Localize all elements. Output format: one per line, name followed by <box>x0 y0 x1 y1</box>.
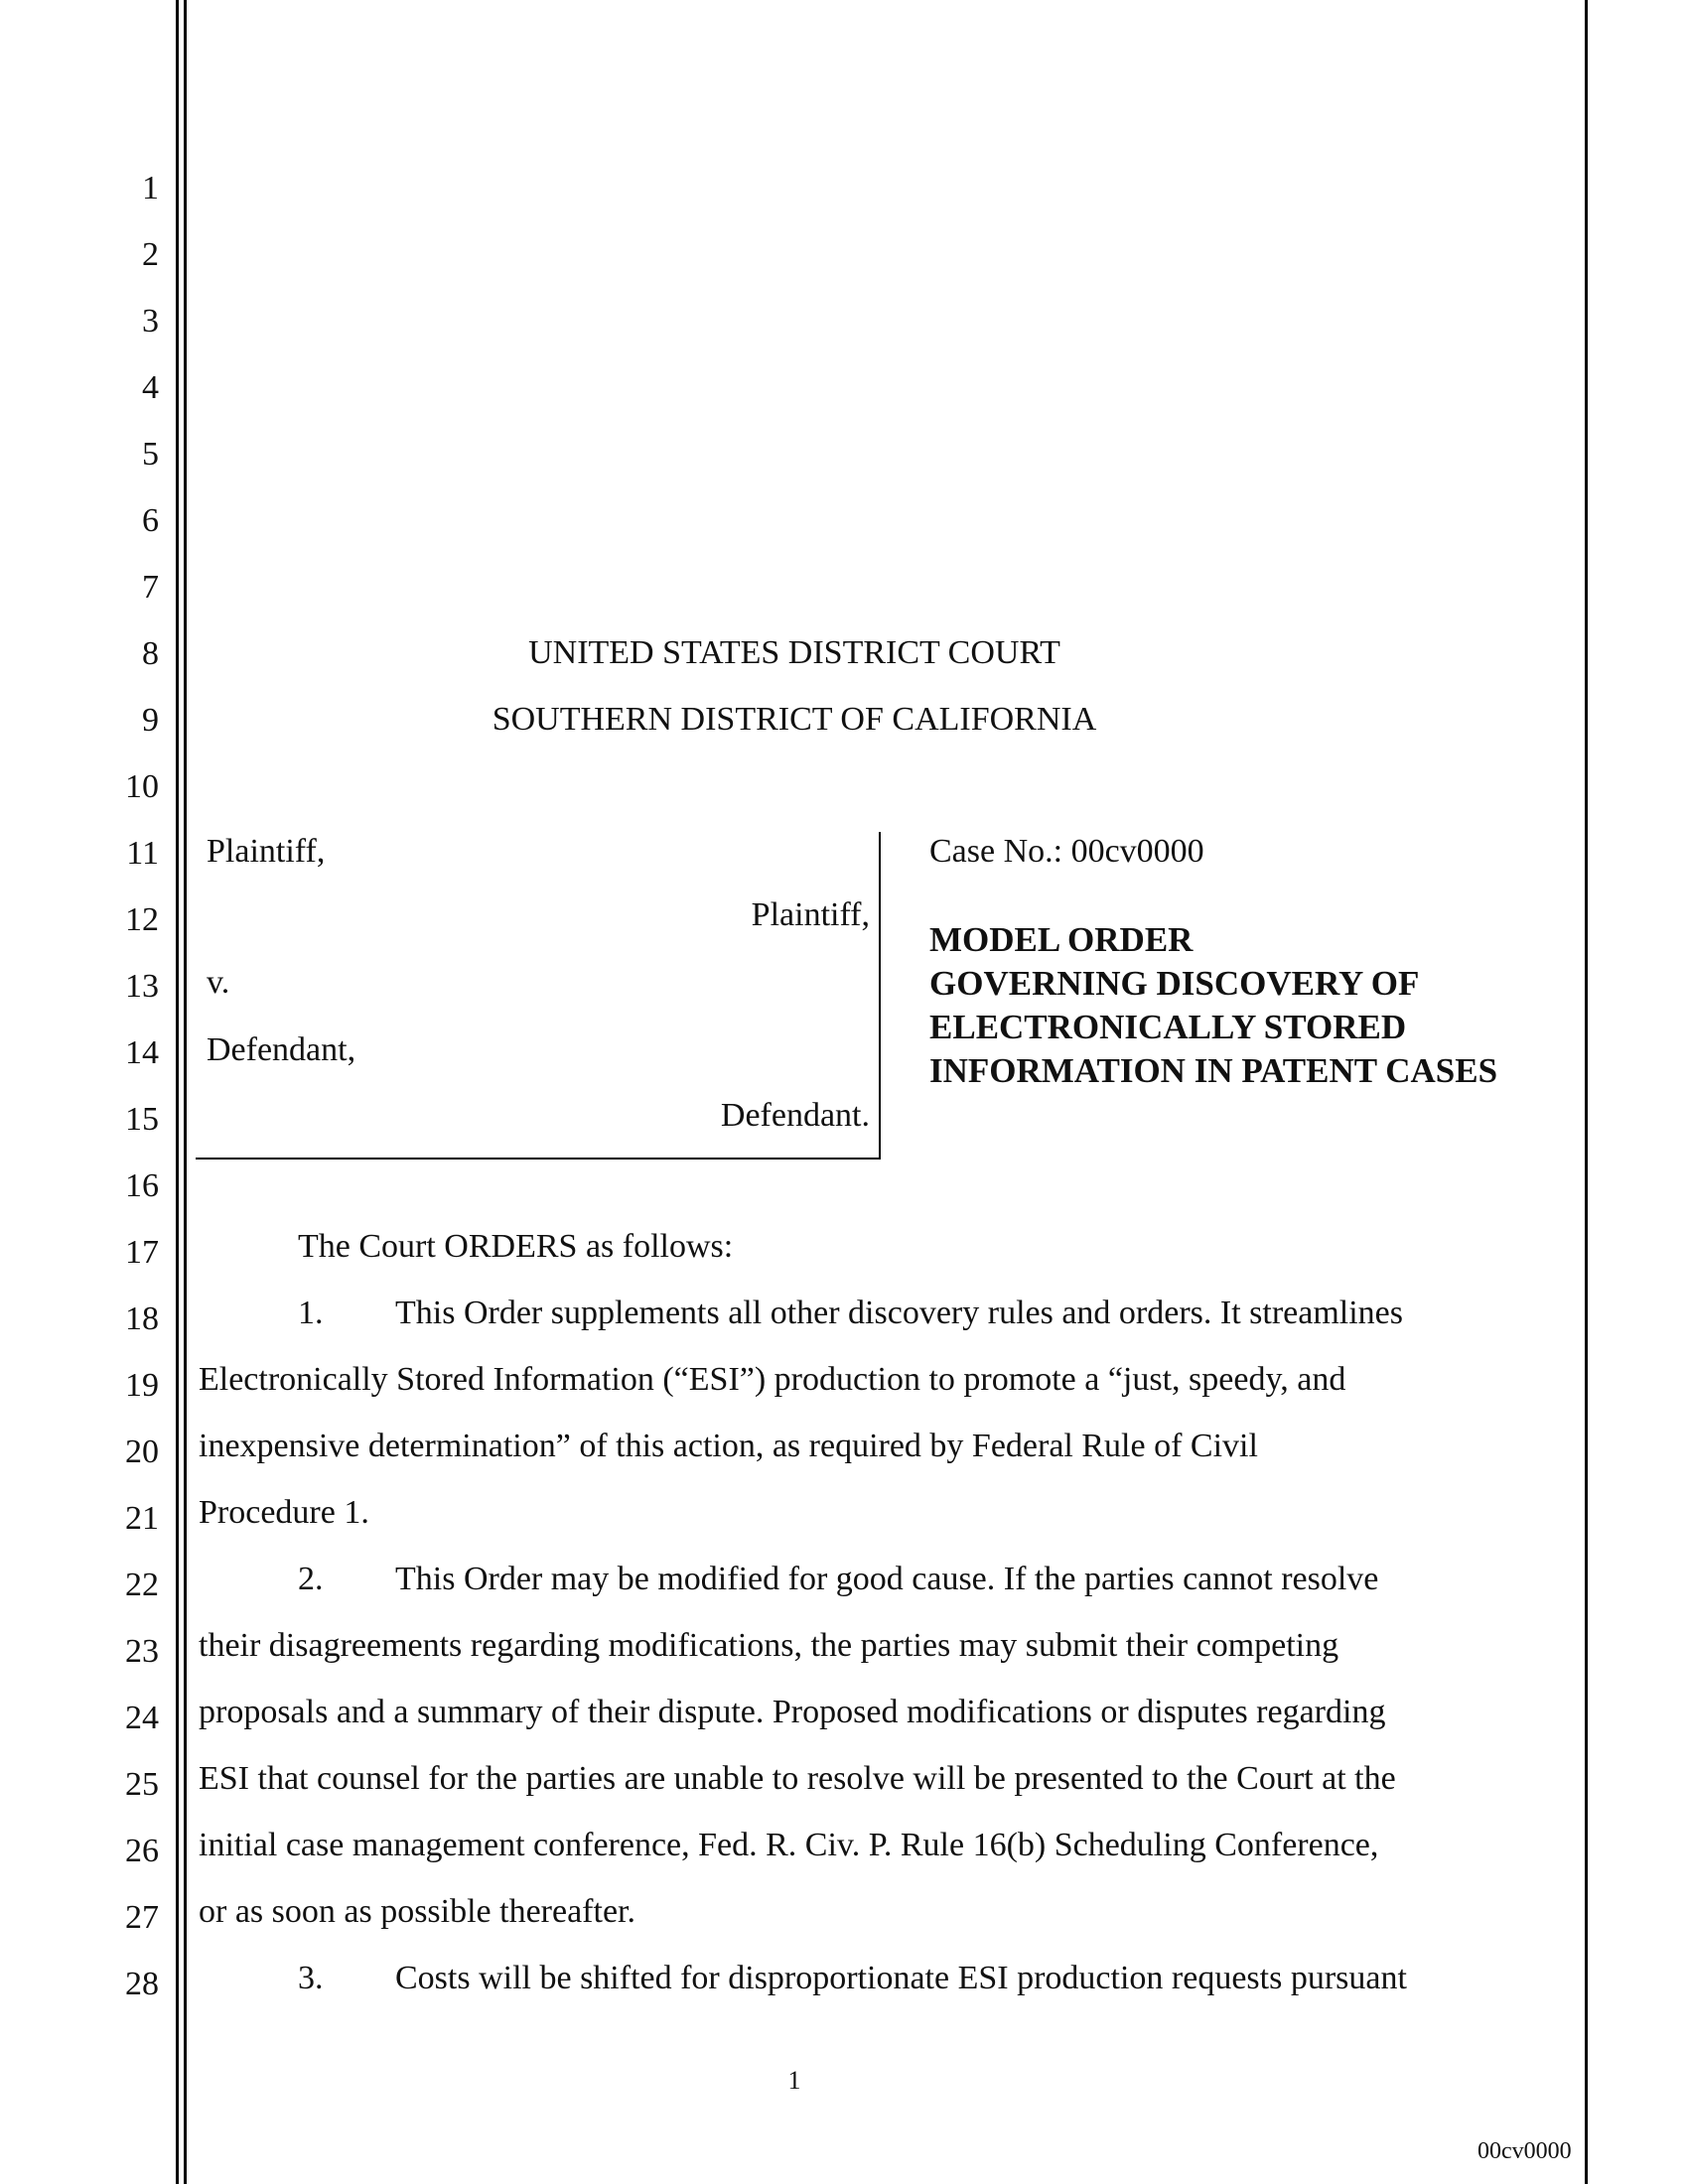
case-number: Case No.: 00cv0000 <box>929 833 1204 870</box>
line-number: 26 <box>125 1833 159 1869</box>
paragraph-2-line-4: ESI that counsel for the parties are unable to resolve will be presented to the Court at the <box>199 1760 1396 1797</box>
right-margin-rule <box>1585 0 1588 2184</box>
paragraph-1-line-3: inexpensive determination” of this action, as required by Federal Rule of Civil <box>199 1428 1258 1464</box>
line-number: 2 <box>142 236 159 273</box>
line-number: 19 <box>125 1367 159 1404</box>
paragraph-1-line-2: Electronically Stored Information (“ESI”) production to promote a “just, speedy, and <box>199 1361 1346 1398</box>
line-number: 27 <box>125 1899 159 1936</box>
court-name: UNITED STATES DISTRICT COURT <box>528 634 1060 671</box>
paragraph-2-line-5: initial case management conference, Fed. R. Civ. P. Rule 16(b) Scheduling Conference, <box>199 1827 1379 1863</box>
line-number: 6 <box>142 502 159 539</box>
caption-defendant-role: Defendant. <box>720 1097 870 1134</box>
left-margin-rule-inner <box>184 0 187 2184</box>
line-number: 21 <box>125 1500 159 1537</box>
line-number: 23 <box>125 1633 159 1670</box>
paragraph-1-number: 1. <box>298 1295 324 1331</box>
line-number: 28 <box>125 1966 159 2002</box>
order-intro: The Court ORDERS as follows: <box>298 1228 734 1265</box>
paragraph-3-number: 3. <box>298 1960 324 1996</box>
line-number: 4 <box>142 369 159 406</box>
paragraph-2-line-3: proposals and a summary of their dispute. Proposed modifications or disputes regarding <box>199 1694 1386 1730</box>
caption-bottom-rule <box>196 1158 881 1160</box>
order-title-line-4: INFORMATION IN PATENT CASES <box>929 1051 1498 1090</box>
court-district: SOUTHERN DISTRICT OF CALIFORNIA <box>492 701 1097 738</box>
order-title <box>929 918 1575 1093</box>
line-number: 15 <box>125 1101 159 1138</box>
line-number: 5 <box>142 436 159 473</box>
line-number: 1 <box>142 170 159 206</box>
line-number: 13 <box>125 968 159 1005</box>
line-number: 8 <box>142 635 159 672</box>
caption-vertical-rule <box>879 832 881 1160</box>
line-number: 9 <box>142 702 159 739</box>
line-number: 11 <box>126 835 159 872</box>
left-margin-rule-outer <box>176 0 179 2184</box>
paragraph-3-line-1: Costs will be shifted for disproportionate ESI production requests pursuant <box>395 1960 1407 1996</box>
paragraph-2-number: 2. <box>298 1561 324 1597</box>
caption-versus: v. <box>207 964 230 1001</box>
caption-defendant-name: Defendant, <box>207 1031 356 1068</box>
line-number: 10 <box>125 768 159 805</box>
line-number: 14 <box>125 1034 159 1071</box>
footer-case-code: 00cv0000 <box>1477 2138 1572 2164</box>
line-number: 12 <box>125 901 159 938</box>
paragraph-2-line-2: their disagreements regarding modifications, the parties may submit their competing <box>199 1627 1339 1664</box>
paragraph-1-line-1: This Order supplements all other discovery rules and orders. It streamlines <box>395 1295 1404 1331</box>
line-number: 3 <box>142 303 159 340</box>
line-number: 17 <box>125 1234 159 1271</box>
order-title-line-2: GOVERNING DISCOVERY OF <box>929 964 1420 1003</box>
line-number: 18 <box>125 1300 159 1337</box>
order-title-line-3: ELECTRONICALLY STORED <box>929 1008 1407 1046</box>
line-number: 24 <box>125 1700 159 1736</box>
line-number: 25 <box>125 1766 159 1803</box>
line-number: 16 <box>125 1167 159 1204</box>
paragraph-1-line-4: Procedure 1. <box>199 1494 369 1531</box>
caption-plaintiff-role: Plaintiff, <box>751 896 870 933</box>
caption-plaintiff-name: Plaintiff, <box>207 833 326 870</box>
line-number: 22 <box>125 1567 159 1603</box>
line-number: 20 <box>125 1433 159 1470</box>
line-number: 7 <box>142 569 159 606</box>
order-title-line-1: MODEL ORDER <box>929 920 1194 959</box>
page-number: 1 <box>787 2066 801 2095</box>
paragraph-2-line-6: or as soon as possible thereafter. <box>199 1893 635 1930</box>
paragraph-2-line-1: This Order may be modified for good cause. If the parties cannot resolve <box>395 1561 1379 1597</box>
